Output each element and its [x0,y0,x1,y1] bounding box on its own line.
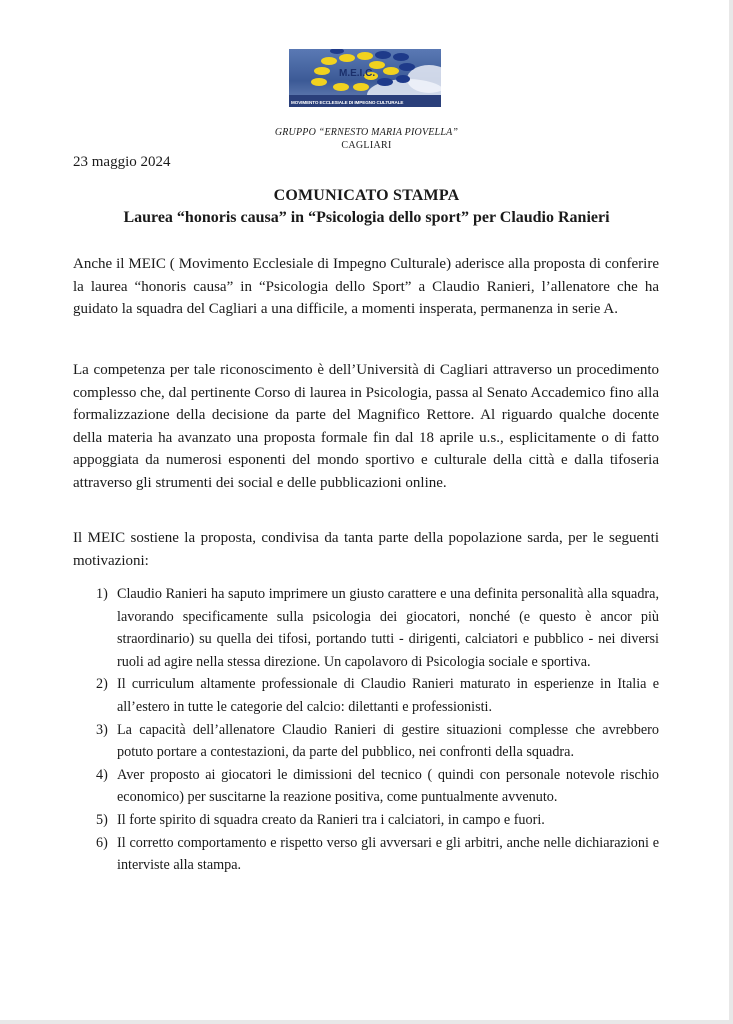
city: CAGLIARI [341,140,392,151]
list-text: Claudio Ranieri ha saputo imprimere un giusto carattere e una definita personalità alla squadra, lavorando specificamente sulla psicologia dei giocatori, nonché (e questo è ancor più straordinario) su quella dei tifosi, portando tutti - dirigenti, calciatori e pubblico - nei diversi ruoli ad agire nella stessa direzione. Un capolavoro di Psicologia sociale e sportiva. [117,586,659,670]
logo-acronym: M.E.I.C. [339,68,376,79]
list-item [96,809,659,832]
list-item [96,673,659,718]
document-title: COMUNICATO STAMPA [273,187,460,204]
group-name: GRUPPO “ERNESTO MARIA PIOVELLA” [274,127,459,138]
paragraph-competence: La competenza per tale riconoscimento è dell’Università di Cagliari attraverso un procedimento complesso che, dal pertinente Corso di laurea in Psicologia, passa al Senato Accademico fino alla formalizzazione della decisione da parte del Magnifico Rettore. Al riguardo qualche docente della materia ha avanzato una proposta formale fin dal 18 aprile u.s., esplicitamente o di fatto appoggiata da numerosi esponenti del mondo sportivo e culturale della città e dalla tifoseria attraverso gli strumenti dei social e delle pubblicazioni online. [73,362,659,491]
list-text: Aver proposto ai giocatori le dimissioni del tecnico ( quindi con personale notevole rischio economico) per suscitarne la reazione positiva, come puntualmente avvenuto. [117,766,659,806]
list-number: 5) [96,811,108,828]
motivations-list [96,583,659,877]
list-text: La capacità dell’allenatore Claudio Ranieri di gestire situazioni complesse che avrebbero potuto portare a contestazioni, da parte del pubblico, nei confronti della squadra. [117,721,659,761]
paragraph-intro: Anche il MEIC ( Movimento Ecclesiale di Impegno Culturale) aderisce alla proposta di conferire la laurea “honoris causa” in “Psicologia dello Sport” a Claudio Ranieri, l’allenatore che ha guidato la squadra del Cagliari a una difficile, a momenti insperata, permanenza in serie A. [73,256,659,317]
list-item [96,832,659,877]
list-text: Il curriculum altamente professionale di Claudio Ranieri maturato in esperienze in Italia e all’estero in tutte le categorie del calcio: dilettanti e professionisti. [117,676,659,715]
paragraph-support: Il MEIC sostiene la proposta, condivisa da tanta parte della popolazione sarda, per le seguenti motivazioni: [73,530,659,569]
list-number: 6) [96,834,108,851]
list-item [96,583,659,673]
list-number: 2) [96,676,108,693]
list-text: Il forte spirito di squadra creato da Ranieri tra i calciatori, in campo e fuori. [117,811,545,828]
list-text: Il corretto comportamento e rispetto verso gli avversari e gli arbitri, anche nelle dichiarazioni e interviste alla stampa. [117,834,659,874]
list-item [96,719,659,764]
document-subtitle: Laurea “honoris causa” in “Psicologia dello sport” per Claudio Ranieri [123,209,610,226]
document-date: 23 maggio 2024 [73,154,171,170]
meic-logo [289,49,441,107]
list-item [96,764,659,809]
list-number: 1) [96,586,108,602]
list-number: 4) [96,766,108,783]
list-number: 3) [96,721,108,738]
logo-caption: MOVIMENTO ECCLESIALE DI IMPEGNO CULTURALE [291,100,404,105]
